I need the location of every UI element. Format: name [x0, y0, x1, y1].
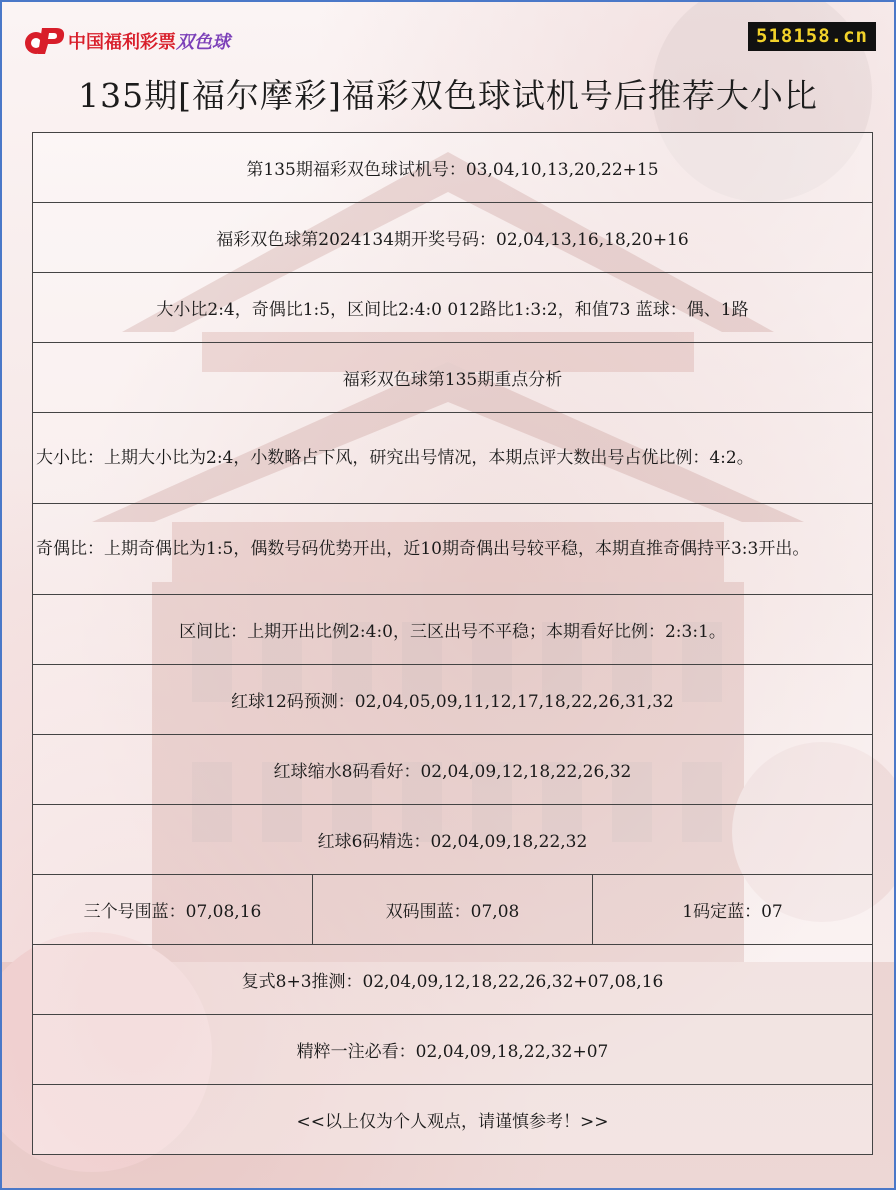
logo-text: 中国福利彩票双色球 [68, 32, 230, 53]
red6-row: 红球6码精选：02,04,09,18,22,32 [33, 805, 873, 875]
red8-row: 红球缩水8码看好：02,04,09,12,18,22,26,32 [33, 735, 873, 805]
size-ratio-row: 大小比：上期大小比为2:4，小数略占下风，研究出号情况，本期点评大数出号占优比例：4:2。 [33, 413, 873, 504]
last-draw-row: 福彩双色球第2024134期开奖号码：02,04,13,16,18,20+16 [33, 203, 873, 273]
site-badge: 518158.cn [748, 22, 876, 51]
compound-row: 复式8+3推测：02,04,09,12,18,22,26,32+07,08,16 [33, 945, 873, 1015]
test-number-row: 第135期福彩双色球试机号：03,04,10,13,20,22+15 [33, 133, 873, 203]
lottery-logo [22, 24, 230, 58]
lottery-logo-icon [22, 24, 66, 58]
logo-subtext: 双色球 [176, 32, 230, 53]
page-title: 135期[福尔摩彩]福彩双色球试机号后推荐大小比 [78, 76, 818, 115]
blue1-cell: 1码定蓝：07 [592, 875, 872, 944]
red12-row: 红球12码预测：02,04,05,09,11,12,17,18,22,26,31,32 [33, 665, 873, 735]
blue-picks-row [33, 875, 873, 945]
zone-ratio-row: 区间比：上期开出比例2:4:0，三区出号不平稳；本期看好比例：2:3:1。 [33, 595, 873, 665]
prediction-table [32, 132, 873, 1155]
single-pick-row: 精粹一注必看：02,04,09,18,22,32+07 [33, 1015, 873, 1085]
last-stats-row: 大小比2:4，奇偶比1:5，区间比2:4:0 012路比1:3:2，和值73 蓝球：偶、1路 [33, 273, 873, 343]
odd-even-row: 奇偶比：上期奇偶比为1:5，偶数号码优势开出，近10期奇偶出号较平稳，本期直推奇偶持平3:3开出。 [33, 504, 873, 595]
disclaimer-row: <<以上仅为个人观点，请谨慎参考！>> [33, 1085, 873, 1155]
analysis-heading-row: 福彩双色球第135期重点分析 [33, 343, 873, 413]
blue2-cell: 双码围蓝：07,08 [312, 875, 592, 944]
blue3-cell: 三个号围蓝：07,08,16 [83, 902, 262, 922]
